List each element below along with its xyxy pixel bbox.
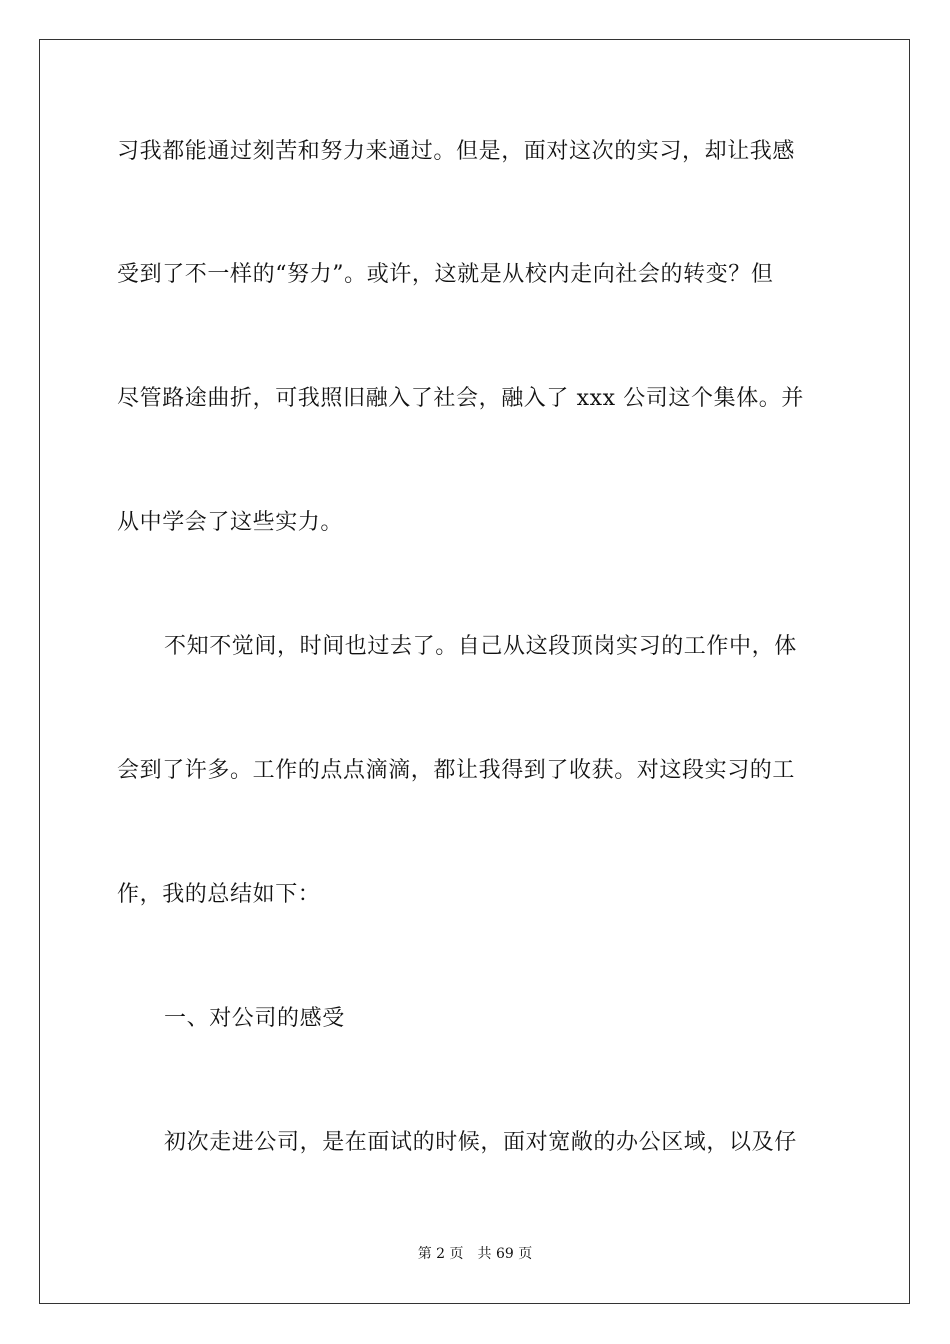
paragraph-first-line: 初次走进公司，是在面试的时候，面对宽敞的办公区域，以及仔 bbox=[164, 1130, 797, 1155]
page-border bbox=[39, 39, 910, 1304]
page-footer bbox=[0, 1245, 950, 1263]
paragraph-first-line: 不知不觉间，时间也过去了。自己从这段顶岗实习的工作中，体 bbox=[164, 634, 797, 659]
page-number: 第 2 页 bbox=[417, 1246, 464, 1262]
section-heading: 一、对公司的感受 bbox=[164, 1006, 345, 1031]
page-total: 共 69 页 bbox=[477, 1246, 533, 1262]
body-line: 会到了许多。工作的点点滴滴，都让我得到了收获。对这段实习的工 bbox=[117, 758, 796, 783]
body-line: 尽管路途曲折，可我照旧融入了社会，融入了 xxx 公司这个集体。并 bbox=[117, 386, 805, 411]
body-line: 受到了不一样的“努力”。或许，这就是从校内走向社会的转变？但 bbox=[117, 262, 774, 287]
body-line: 作，我的总结如下： bbox=[117, 882, 321, 907]
body-line: 从中学会了这些实力。 bbox=[117, 510, 344, 535]
body-line: 习我都能通过刻苦和努力来通过。但是，面对这次的实习，却让我感 bbox=[117, 139, 796, 164]
